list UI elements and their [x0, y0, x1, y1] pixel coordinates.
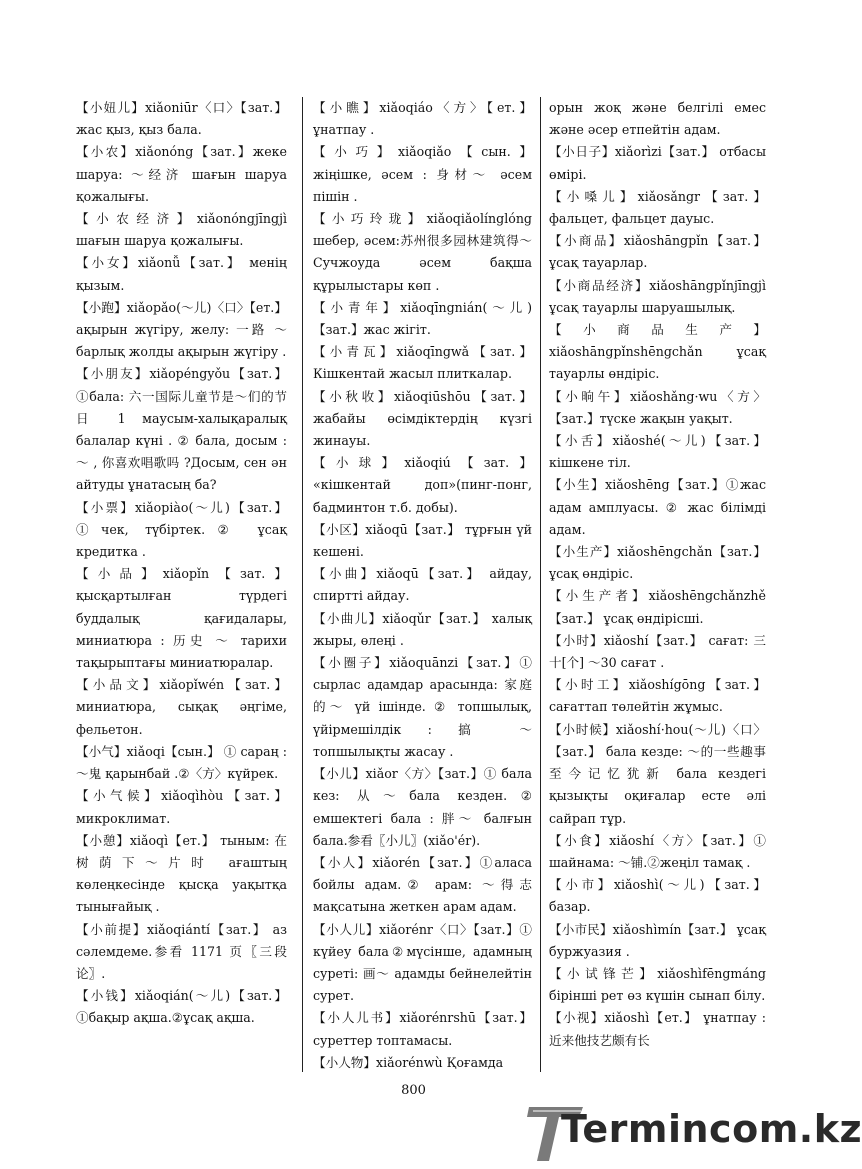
dictionary-entry: 【小舌】xiǎoshé(～儿)【зат.】 кішкене тіл. — [549, 433, 766, 471]
dictionary-entry: 【小市】xiǎoshì(～儿)【зат.】 базар. — [549, 877, 766, 915]
dictionary-entry: 【小试锋芒】xiǎoshìfēngmáng бірінші рет өз күшін сынап білу. — [549, 965, 766, 1004]
dictionary-entry: 【小品文】xiǎopǐwén【зат.】 миниатюра, сықақ әңгіме, фельетон. — [76, 677, 287, 737]
dictionary-entry: 【小日子】xiǎorìzi【зат.】 отбасы өмірі. — [549, 144, 766, 182]
dictionary-entry: 【小气候】xiǎoqìhòu【зат.】 микроклимат. — [76, 788, 287, 826]
dictionary-entry: 【小市民】xiǎoshìmín【зат.】 ұсақ буржуазия . — [549, 921, 766, 959]
dictionary-entry: 【小时候】xiǎoshí·hou(～儿)〈口〉【зат.】 бала кезде: ～的一些趣事至今记忆犹新 бала кездегі қызықты оқиғалар есте әлі сайрап тұр. — [549, 721, 766, 826]
dictionary-entry: 【小生产】xiǎoshēngchǎn【зат.】 ұсақ өндіріс. — [549, 544, 766, 582]
dictionary-entry: 【小生】xiǎoshēng【зат.】①жас адам амплуасы. ② жас білімді адам. — [549, 477, 766, 537]
dictionary-column-3 — [549, 97, 766, 1072]
dictionary-entry: 【小品】xiǎopǐn【зат.】 қысқартылған түрдегі буддалық қағидалары, миниатюра : 历史 ～ тарихи тақырыптағы миниатюралар. — [76, 566, 287, 671]
dictionary-column-1 — [76, 97, 287, 1072]
dictionary-entry: 【小气】xiǎoqi【сын.】 ① сараң : ～鬼 қарынбай .②〈方〉күйрек. — [76, 743, 287, 782]
column-divider — [302, 97, 303, 1072]
dictionary-entry: 【小晌午】xiǎoshǎng·wu〈方〉【зат.】түске жақын уақыт. — [549, 388, 766, 426]
column-divider — [540, 97, 541, 1072]
dictionary-entry: 【小曲儿】xiǎoqǔr【зат.】 халық жыры, өлеңі . — [313, 610, 532, 648]
dictionary-entry: 【小憩】xiǎoqì【ет.】 тыным: 在树荫下～片时 ағаштың көлеңкесінде қысқа уақытқа тынығайық . — [76, 832, 287, 915]
dictionary-entry: 【小青年】xiǎoqīngnián(～儿)【зат.】жас жігіт. — [313, 299, 532, 338]
dictionary-entry: орын жоқ және белгілі емес және әсер етпейтін адам. — [549, 100, 766, 138]
dictionary-entry: 【小巧】xiǎoqiǎo【сын.】 жіңішке, әсем : 身材～ әсем пішін . — [313, 144, 532, 204]
dictionary-entry: 【小朋友】xiǎopéngyǒu【зат.】①бала: 六一国际儿童节是～们的节日 1 маусым-халықаралық балалар күні . ② бала, досым : ～ , 你喜欢唱歌吗 ?Досым, сен ән айтуды ұнатасың ба? — [76, 366, 287, 493]
dictionary-column-2 — [313, 97, 532, 1072]
dictionary-entry: 【小商品】xiǎoshāngpǐn【зат.】 ұсақ тауарлар. — [549, 233, 766, 271]
dictionary-entry: 【小前提】xiǎoqiántí【зат.】 аз сәлемдеме.参看 1171 页〖三段论〗. — [76, 921, 287, 981]
page-number: 800 — [401, 1083, 426, 1098]
dictionary-entry: 【小跑】xiǎopǎo(～儿)〈口〉【ет.】ақырын жүгіру, желу: 一路 ～ барлық жолды ақырын жүгіру . — [76, 299, 287, 360]
dictionary-entry: 【小食】xiǎoshí〈方〉【зат.】① шайнама: ～铺.②жеңіл тамақ . — [549, 832, 766, 870]
dictionary-entry: 【小女】xiǎonǚ【зат.】 менің қызым. — [76, 255, 287, 293]
dictionary-entry: 【小瞧】xiǎoqiáo〈方〉【ет.】ұнатпау . — [313, 100, 532, 138]
dictionary-entry: 【小生产者】xiǎoshēngchǎnzhě【зат.】 ұсақ өндірісші. — [549, 588, 766, 626]
dictionary-entry: 【小人儿】xiǎorénr〈口〉【зат.】① күйеу бала②мүсінше, адамның суреті: 画～ адамды бейнелейтін сурет. — [313, 921, 532, 1004]
dictionary-entry: 【小区】xiǎoqū【зат.】 тұрғын үй кешені. — [313, 521, 532, 560]
dictionary-entry: 【小人物】xiǎorénwù Қоғамда — [313, 1054, 504, 1070]
dictionary-entry: 【小农】xiǎonóng【зат.】жеке шаруа: ～经济 шағын шаруа қожалығы. — [76, 144, 287, 204]
dictionary-entry: 【小视】xiǎoshì【ет.】 ұнатпау : 近来他技艺颇有长 — [549, 1010, 766, 1048]
dictionary-entry: 【小人】xiǎorén【зат.】①аласа бойлы адам.② арам: ～得志 мақсатына жеткен арам адам. — [313, 854, 532, 915]
logo-text: Termincom.kz — [561, 1107, 862, 1151]
dictionary-entry: 【小嗓儿】xiǎosǎngr【зат.】 фальцет, фальцет дауыс. — [549, 188, 766, 227]
dictionary-entry: 【小妞儿】xiǎoniūr〈口〉【зат.】жас қыз, қыз бала. — [76, 100, 287, 138]
termincom-logo[interactable] — [525, 1101, 862, 1163]
dictionary-entry: 【小球】xiǎoqiú【зат.】 «кішкентай доп»(пинг-понг, бадминтон т.б. добы). — [313, 455, 532, 515]
dictionary-entry: 【小钱】xiǎoqián(～儿)【зат.】①бақыр ақша.②ұсақ ақша. — [76, 988, 287, 1026]
dictionary-entry: 【小圈子】xiǎoquānzi【зат.】① сырлас адамдар арасында: 家庭的～ үй ішінде. ② топшылық, үйірмешілдік : 搞 ～ топшылықты жасау . — [313, 655, 532, 759]
dictionary-entry: 【小商品生产】xiǎoshāngpǐnshēngchǎn ұсақ тауарлы өндіріс. — [549, 322, 766, 382]
dictionary-entry: 【小曲】xiǎoqū【зат.】 айдау, спиртті айдау. — [313, 566, 532, 604]
dictionary-entry: 【小人儿书】xiǎorénrshū【зат.】 суреттер топтамасы. — [313, 1010, 532, 1048]
dictionary-entry: 【小票】xiǎopiào(～儿)【зат.】①чек, түбіртек.② ұсақ кредитка . — [76, 499, 287, 560]
dictionary-entry: 【小青瓦】xiǎoqīngwǎ【зат.】 Кішкентай жасыл плиткалар. — [313, 344, 532, 382]
dictionary-entry: 【小时】xiǎoshí【зат.】 сағат: 三十[个] ～30 сағат . — [549, 632, 766, 671]
dictionary-entry: 【小秋收】xiǎoqiūshōu【зат.】 жабайы өсімдіктердің күзгі жинауы. — [313, 388, 532, 449]
dictionary-entry: 【小巧玲珑】xiǎoqiǎolínglóng шебер, әсем:苏州很多园林建筑得～Сучжоуда әсем бақша құрылыстары көп . — [313, 211, 532, 293]
dictionary-entry: 【小儿】xiǎor〈方〉【зат.】① бала кез: 从～бала кезден.② емшектегі бала : 胖～ балғын бала.参看〖小儿〗(xiǎo'ér). — [313, 766, 532, 848]
dictionary-entry: 【小时工】xiǎoshígōng【зат.】 сағаттап төлейтін жұмыс. — [549, 677, 766, 715]
dictionary-entry: 【小农经济】xiǎonóngjīngjì шағын шаруа қожалығы. — [76, 211, 287, 249]
dictionary-entry: 【小商品经济】xiǎoshāngpǐnjīngjì ұсақ тауарлы шаруашылық. — [549, 277, 766, 315]
